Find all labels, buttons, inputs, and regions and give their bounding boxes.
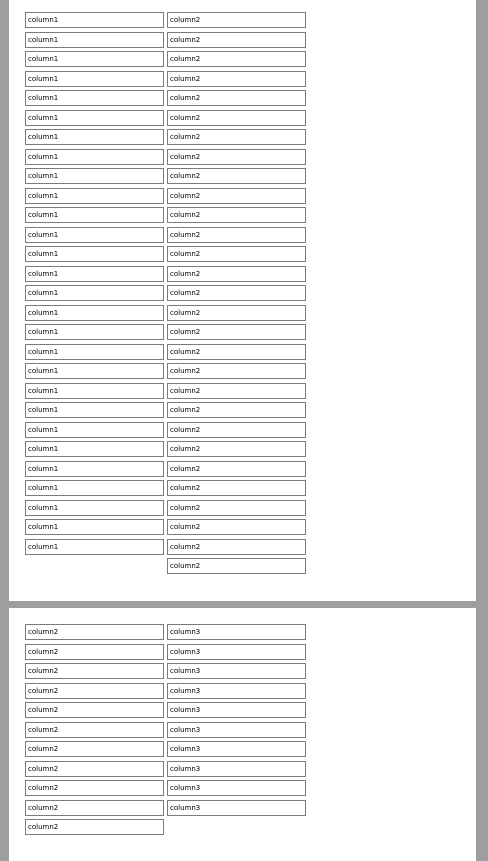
text-field-cell[interactable]: column2 bbox=[25, 702, 164, 718]
text-field-cell[interactable]: column2 bbox=[167, 207, 306, 223]
text-field-cell[interactable]: column2 bbox=[167, 110, 306, 126]
text-field-cell[interactable]: column2 bbox=[167, 149, 306, 165]
text-field-cell[interactable]: column1 bbox=[25, 246, 164, 262]
text-field-cell[interactable]: column1 bbox=[25, 305, 164, 321]
text-field-cell[interactable]: column2 bbox=[167, 246, 306, 262]
text-field-cell[interactable]: column1 bbox=[25, 207, 164, 223]
document-page-2 bbox=[9, 608, 476, 861]
text-field-cell[interactable]: column3 bbox=[167, 780, 306, 796]
text-field-cell[interactable]: column1 bbox=[25, 266, 164, 282]
text-field-cell[interactable]: column1 bbox=[25, 480, 164, 496]
text-field-cell[interactable]: column3 bbox=[167, 741, 306, 757]
text-field-cell[interactable]: column1 bbox=[25, 539, 164, 555]
text-field-cell[interactable]: column2 bbox=[25, 683, 164, 699]
text-field-cell[interactable]: column1 bbox=[25, 227, 164, 243]
text-field-cell[interactable]: column2 bbox=[167, 227, 306, 243]
text-field-cell[interactable]: column2 bbox=[167, 558, 306, 574]
text-field-cell[interactable]: column1 bbox=[25, 285, 164, 301]
text-field-cell[interactable]: column1 bbox=[25, 71, 164, 87]
text-field-cell[interactable]: column3 bbox=[167, 722, 306, 738]
text-field-cell[interactable]: column1 bbox=[25, 51, 164, 67]
text-field-cell[interactable]: column2 bbox=[25, 800, 164, 816]
text-field-cell[interactable]: column2 bbox=[25, 761, 164, 777]
text-field-cell[interactable]: column2 bbox=[167, 266, 306, 282]
text-field-cell[interactable]: column2 bbox=[25, 741, 164, 757]
text-field-cell[interactable]: column1 bbox=[25, 324, 164, 340]
text-field-cell[interactable]: column1 bbox=[25, 90, 164, 106]
text-field-cell[interactable]: column1 bbox=[25, 32, 164, 48]
text-field-cell[interactable]: column1 bbox=[25, 188, 164, 204]
text-field-cell[interactable]: column1 bbox=[25, 363, 164, 379]
text-field-cell[interactable]: column1 bbox=[25, 383, 164, 399]
text-field-cell[interactable]: column1 bbox=[25, 402, 164, 418]
text-field-cell[interactable]: column3 bbox=[167, 624, 306, 640]
text-field-cell[interactable]: column2 bbox=[25, 624, 164, 640]
text-field-cell[interactable]: column2 bbox=[167, 305, 306, 321]
text-field-cell[interactable]: column2 bbox=[167, 480, 306, 496]
text-field-cell[interactable]: column3 bbox=[167, 702, 306, 718]
text-field-cell[interactable]: column2 bbox=[167, 383, 306, 399]
text-field-cell[interactable]: column2 bbox=[167, 129, 306, 145]
text-field-cell[interactable]: column2 bbox=[25, 819, 164, 835]
text-field-cell[interactable]: column2 bbox=[167, 285, 306, 301]
text-field-cell[interactable]: column3 bbox=[167, 800, 306, 816]
text-field-cell[interactable]: column2 bbox=[167, 324, 306, 340]
text-field-cell[interactable]: column1 bbox=[25, 461, 164, 477]
text-field-cell[interactable]: column1 bbox=[25, 422, 164, 438]
text-field-cell[interactable]: column2 bbox=[167, 168, 306, 184]
text-field-cell[interactable]: column2 bbox=[167, 188, 306, 204]
text-field-cell[interactable]: column1 bbox=[25, 12, 164, 28]
text-field-cell[interactable]: column1 bbox=[25, 129, 164, 145]
text-field-cell[interactable]: column2 bbox=[167, 422, 306, 438]
text-field-cell[interactable]: column1 bbox=[25, 110, 164, 126]
text-field-cell[interactable]: column1 bbox=[25, 344, 164, 360]
text-field-cell[interactable]: column2 bbox=[167, 461, 306, 477]
text-field-cell[interactable]: column1 bbox=[25, 441, 164, 457]
text-field-cell[interactable]: column2 bbox=[167, 500, 306, 516]
text-field-cell[interactable]: column3 bbox=[167, 761, 306, 777]
text-field-cell[interactable]: column2 bbox=[25, 644, 164, 660]
document-page-1 bbox=[9, 0, 476, 601]
text-field-cell[interactable]: column1 bbox=[25, 168, 164, 184]
text-field-cell[interactable]: column1 bbox=[25, 500, 164, 516]
text-field-cell[interactable]: column2 bbox=[167, 363, 306, 379]
page-1-column-2 bbox=[167, 12, 306, 578]
text-field-cell[interactable]: column2 bbox=[25, 780, 164, 796]
text-field-cell[interactable]: column3 bbox=[167, 683, 306, 699]
text-field-cell[interactable]: column1 bbox=[25, 519, 164, 535]
text-field-cell[interactable]: column2 bbox=[167, 12, 306, 28]
text-field-cell[interactable]: column2 bbox=[167, 71, 306, 87]
text-field-cell[interactable]: column2 bbox=[167, 32, 306, 48]
text-field-cell[interactable]: column2 bbox=[167, 539, 306, 555]
text-field-cell[interactable]: column2 bbox=[167, 344, 306, 360]
text-field-cell[interactable]: column2 bbox=[167, 519, 306, 535]
page-2-column-1 bbox=[25, 624, 164, 839]
text-field-cell[interactable]: column2 bbox=[25, 663, 164, 679]
text-field-cell[interactable]: column2 bbox=[25, 722, 164, 738]
text-field-cell[interactable]: column3 bbox=[167, 663, 306, 679]
text-field-cell[interactable]: column2 bbox=[167, 402, 306, 418]
text-field-cell[interactable]: column1 bbox=[25, 149, 164, 165]
text-field-cell[interactable]: column2 bbox=[167, 51, 306, 67]
text-field-cell[interactable]: column2 bbox=[167, 441, 306, 457]
page-1-column-1 bbox=[25, 12, 164, 558]
text-field-cell[interactable]: column3 bbox=[167, 644, 306, 660]
page-2-column-2 bbox=[167, 624, 306, 819]
text-field-cell[interactable]: column2 bbox=[167, 90, 306, 106]
